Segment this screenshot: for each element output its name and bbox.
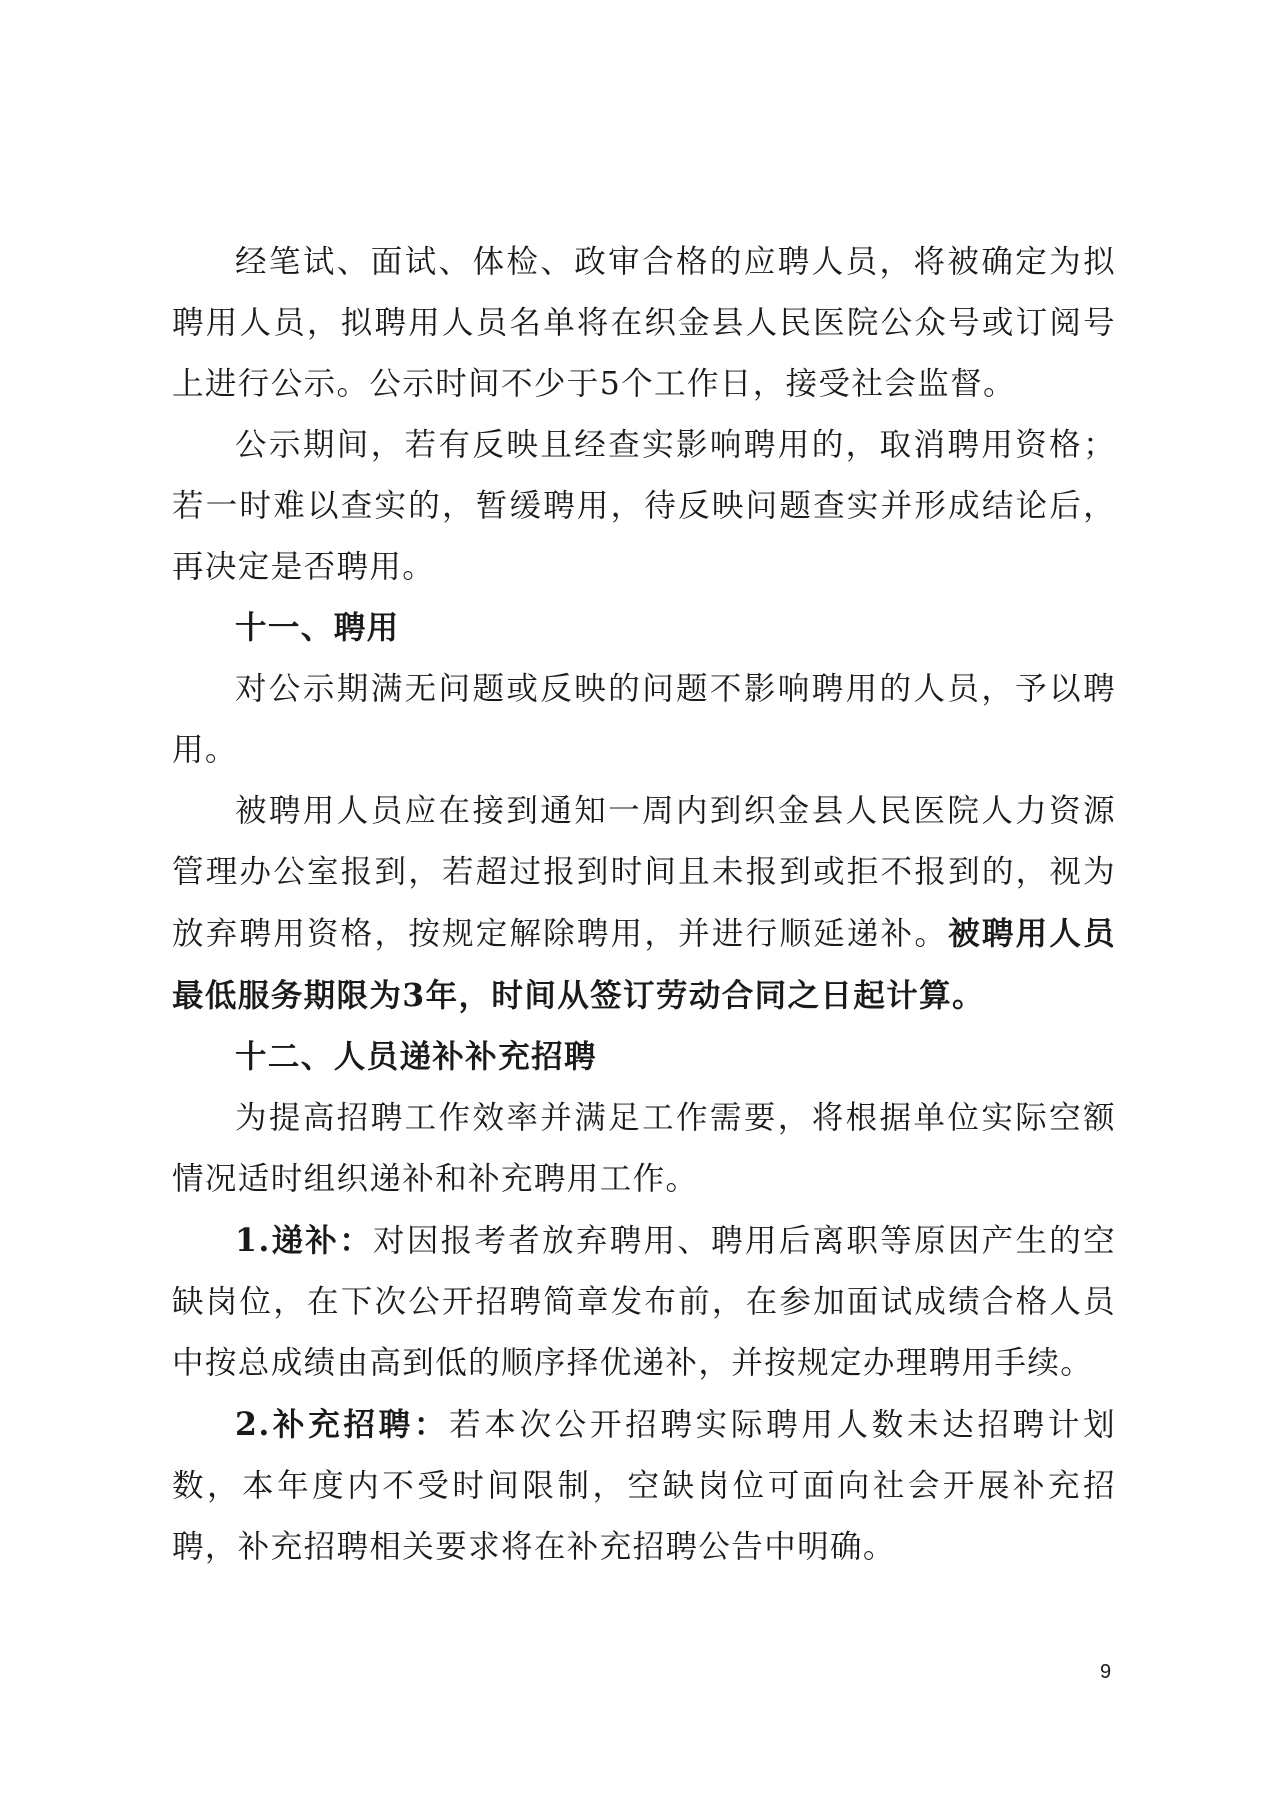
heading-replacement-recruitment: 十二、人员递补补充招聘 xyxy=(235,1039,597,1075)
paragraph-announcement-period: 公示期间，若有反映且经查实影响聘用的，取消聘用资格；若一时难以查实的，暂缓聘用，待反映问题查实并形成结论后，再决定是否聘用。 xyxy=(172,427,1116,585)
report-duty-text: 被聘用人员应在接到通知一周内到织金县人民医院人力资源管理办公室报到，若超过报到时间且未报到或拒不报到的，视为放弃聘用资格，按规定解除聘用，并进行顺延递补。 xyxy=(172,793,1116,952)
paragraph-supplementary-recruitment xyxy=(172,1394,1116,1578)
page-number: 9 xyxy=(1100,1661,1112,1683)
replacement-label: 1.递补： xyxy=(235,1222,374,1259)
heading-employment: 十一、聘用 xyxy=(235,610,400,646)
replacement-text: 对因报考者放弃聘用、聘用后离职等原因产生的空缺岗位，在下次公开招聘简章发布前，在参加面试成绩合格人员中按总成绩由高到低的顺序择优递补，并按规定办理聘用手续。 xyxy=(172,1223,1116,1381)
supplementary-text: 若本次公开招聘实际聘用人数未达招聘计划数，本年度内不受时间限制，空缺岗位可面向社会开展补充招聘，补充招聘相关要求将在补充招聘公告中明确。 xyxy=(172,1407,1117,1565)
supplementary-label: 2.补充招聘： xyxy=(235,1406,450,1443)
paragraph-recruitment-efficiency: 为提高招聘工作效率并满足工作需要，将根据单位实际空额情况适时组织递补和补充聘用工作。 xyxy=(172,1100,1116,1197)
document-body xyxy=(172,232,1116,1578)
paragraph-employment-approval: 对公示期满无问题或反映的问题不影响聘用的人员，予以聘用。 xyxy=(172,671,1116,768)
minimum-service-text: 被聘用人员最低服务期限为3年，时间从签订劳动合同之日起计算。 xyxy=(172,915,1116,1014)
paragraph-report-duty xyxy=(172,781,1116,1027)
paragraph-replacement xyxy=(172,1210,1116,1394)
paragraph-shortlist-announcement: 经笔试、面试、体检、政审合格的应聘人员，将被确定为拟聘用人员，拟聘用人员名单将在织金县人民医院公众号或订阅号上进行公示。公示时间不少于5个工作日，接受社会监督。 xyxy=(172,244,1116,402)
